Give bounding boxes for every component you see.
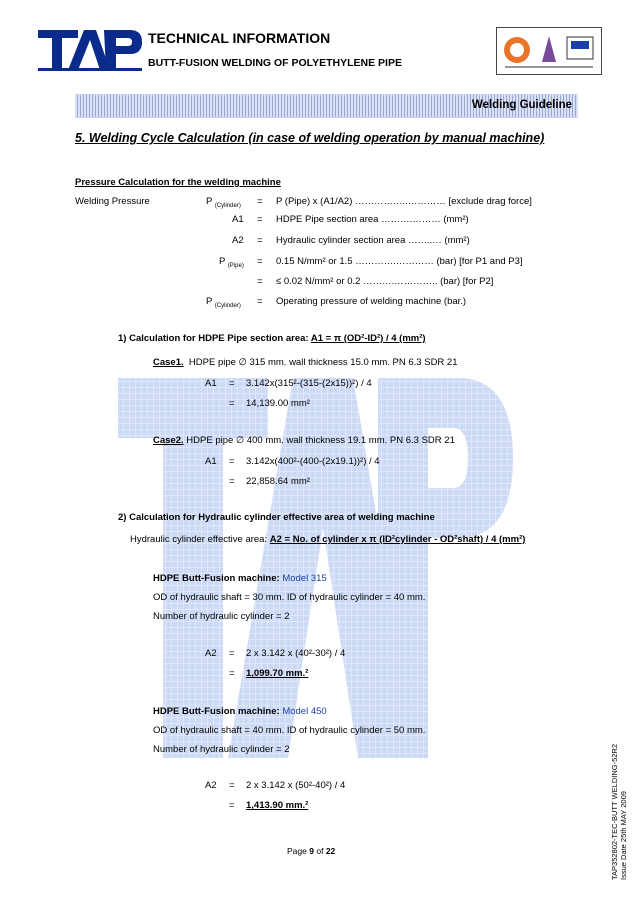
case2-desc: Case2. HDPE pipe ∅ 400 mm. wall thickness 19.1 mm. PN 6.3 SDR 21 [153, 435, 455, 446]
machine-cylinder-count: Number of hydraulic cylinder = 2 [153, 611, 290, 622]
machine-a2-label: A2 [205, 780, 217, 791]
welding-pressure-label: Welding Pressure [75, 196, 150, 207]
header-subtitle: BUTT-FUSION WELDING OF POLYETHYLENE PIPE [148, 57, 402, 69]
machine-cylinder-count: Number of hydraulic cylinder = 2 [153, 744, 290, 755]
machine-title: HDPE Butt-Fusion machine: Model 315 [153, 573, 327, 584]
certification-seals-icon [497, 28, 601, 74]
machine-a2-label: A2 [205, 648, 217, 659]
pressure-row-lhs: A2 [232, 235, 244, 246]
welding-guideline-bar [75, 94, 578, 118]
case1-a1-label: A1 [205, 378, 217, 389]
machine-equals: = [229, 668, 235, 679]
pressure-row-rhs: 0.15 N/mm² or 1.5 ………….………… (bar) [for P1 and P3] [276, 256, 523, 267]
calc1-heading: 1) Calculation for HDPE Pipe section area: A1 = π (OD²-ID²) / 4 (mm²) [118, 333, 426, 344]
section-title: 5. Welding Cycle Calculation (in case of welding operation by manual machine) [75, 131, 545, 145]
calc2-formula: Hydraulic cylinder effective area: A2 = No. of cylinder x π (ID²cylinder - OD²shaft) / 4 (mm²) [130, 534, 526, 545]
machine-equals: = [229, 648, 235, 659]
case2-result: 22,858.64 mm² [246, 476, 310, 487]
calc2-heading: 2) Calculation for Hydraulic cylinder effective area of welding machine [118, 512, 435, 523]
case1-equals: = [229, 398, 235, 409]
pressure-row-lhs: P $_{(Pipe)}$ [219, 256, 244, 269]
pressure-row-lhs: P $_{(Cylinder)}$ [206, 196, 241, 209]
case1-equals: = [229, 378, 235, 389]
pressure-row-eq: = [257, 235, 263, 246]
pressure-row-rhs: P (Pipe) x (A1/A2) ……………..………… [exclude drag force] [276, 196, 532, 207]
machine-a2-formula: 2 x 3.142 x (50²-40²) / 4 [246, 780, 346, 791]
machine-equals: = [229, 780, 235, 791]
case2-a1-label: A1 [205, 456, 217, 467]
pressure-row-eq: = [257, 196, 263, 207]
machine-a2-result: 1,099.70 mm.² [246, 668, 309, 679]
pressure-row-rhs: HDPE Pipe section area ……….……… (mm²) [276, 214, 469, 225]
pressure-row-eq: = [257, 256, 263, 267]
pressure-row-eq: = [257, 214, 263, 225]
machine-a2-result: 1,413.90 mm.² [246, 800, 309, 811]
pressure-row-eq: = [257, 276, 263, 287]
tap-logo [38, 26, 142, 74]
issue-date: Issue Date 25th MAY 2009 [619, 791, 628, 880]
pressure-row-rhs: Hydraulic cylinder section area ……..… (mm²) [276, 235, 470, 246]
pressure-row-rhs: Operating pressure of welding machine (bar.) [276, 296, 467, 307]
guideline-label: Welding Guideline [471, 99, 572, 111]
case1-desc: Case1. HDPE pipe ∅ 315 mm. wall thickness 15.0 mm. PN 6.3 SDR 21 [153, 357, 458, 368]
machine-equals: = [229, 800, 235, 811]
pressure-row-eq: = [257, 296, 263, 307]
certification-logos [496, 27, 602, 75]
pressure-row-rhs: ≤ 0.02 N/mm² or 0.2 ……….………….. (bar) [for P2] [276, 276, 494, 287]
case2-equals: = [229, 476, 235, 487]
machine-title: HDPE Butt-Fusion machine: Model 450 [153, 706, 327, 717]
doc-code: TAP352802-TEC-BUTT WELDING-52R2 [610, 743, 619, 880]
document-code-vertical [610, 730, 630, 880]
case1-formula: 3.142x(315²-(315-(2x15))²) / 4 [246, 378, 372, 389]
pressure-row-lhs: P $_{(Cylinder)}$ [206, 296, 241, 309]
machine-od-line: OD of hydraulic shaft = 30 mm. ID of hydraulic cylinder = 40 mm. [153, 592, 426, 603]
pressure-heading: Pressure Calculation for the welding machine [75, 177, 281, 188]
case2-formula: 3.142x(400²-(400-(2x19.1))²) / 4 [246, 456, 380, 467]
machine-od-line: OD of hydraulic shaft = 40 mm. ID of hydraulic cylinder = 50 mm. [153, 725, 426, 736]
page-number: Page 9 of 22 [287, 846, 336, 856]
case2-equals: = [229, 456, 235, 467]
pressure-row-lhs: A1 [232, 214, 244, 225]
case1-result: 14,139.00 mm² [246, 398, 310, 409]
machine-a2-formula: 2 x 3.142 x (40²-30²) / 4 [246, 648, 346, 659]
header-title: TECHNICAL INFORMATION [148, 30, 331, 46]
